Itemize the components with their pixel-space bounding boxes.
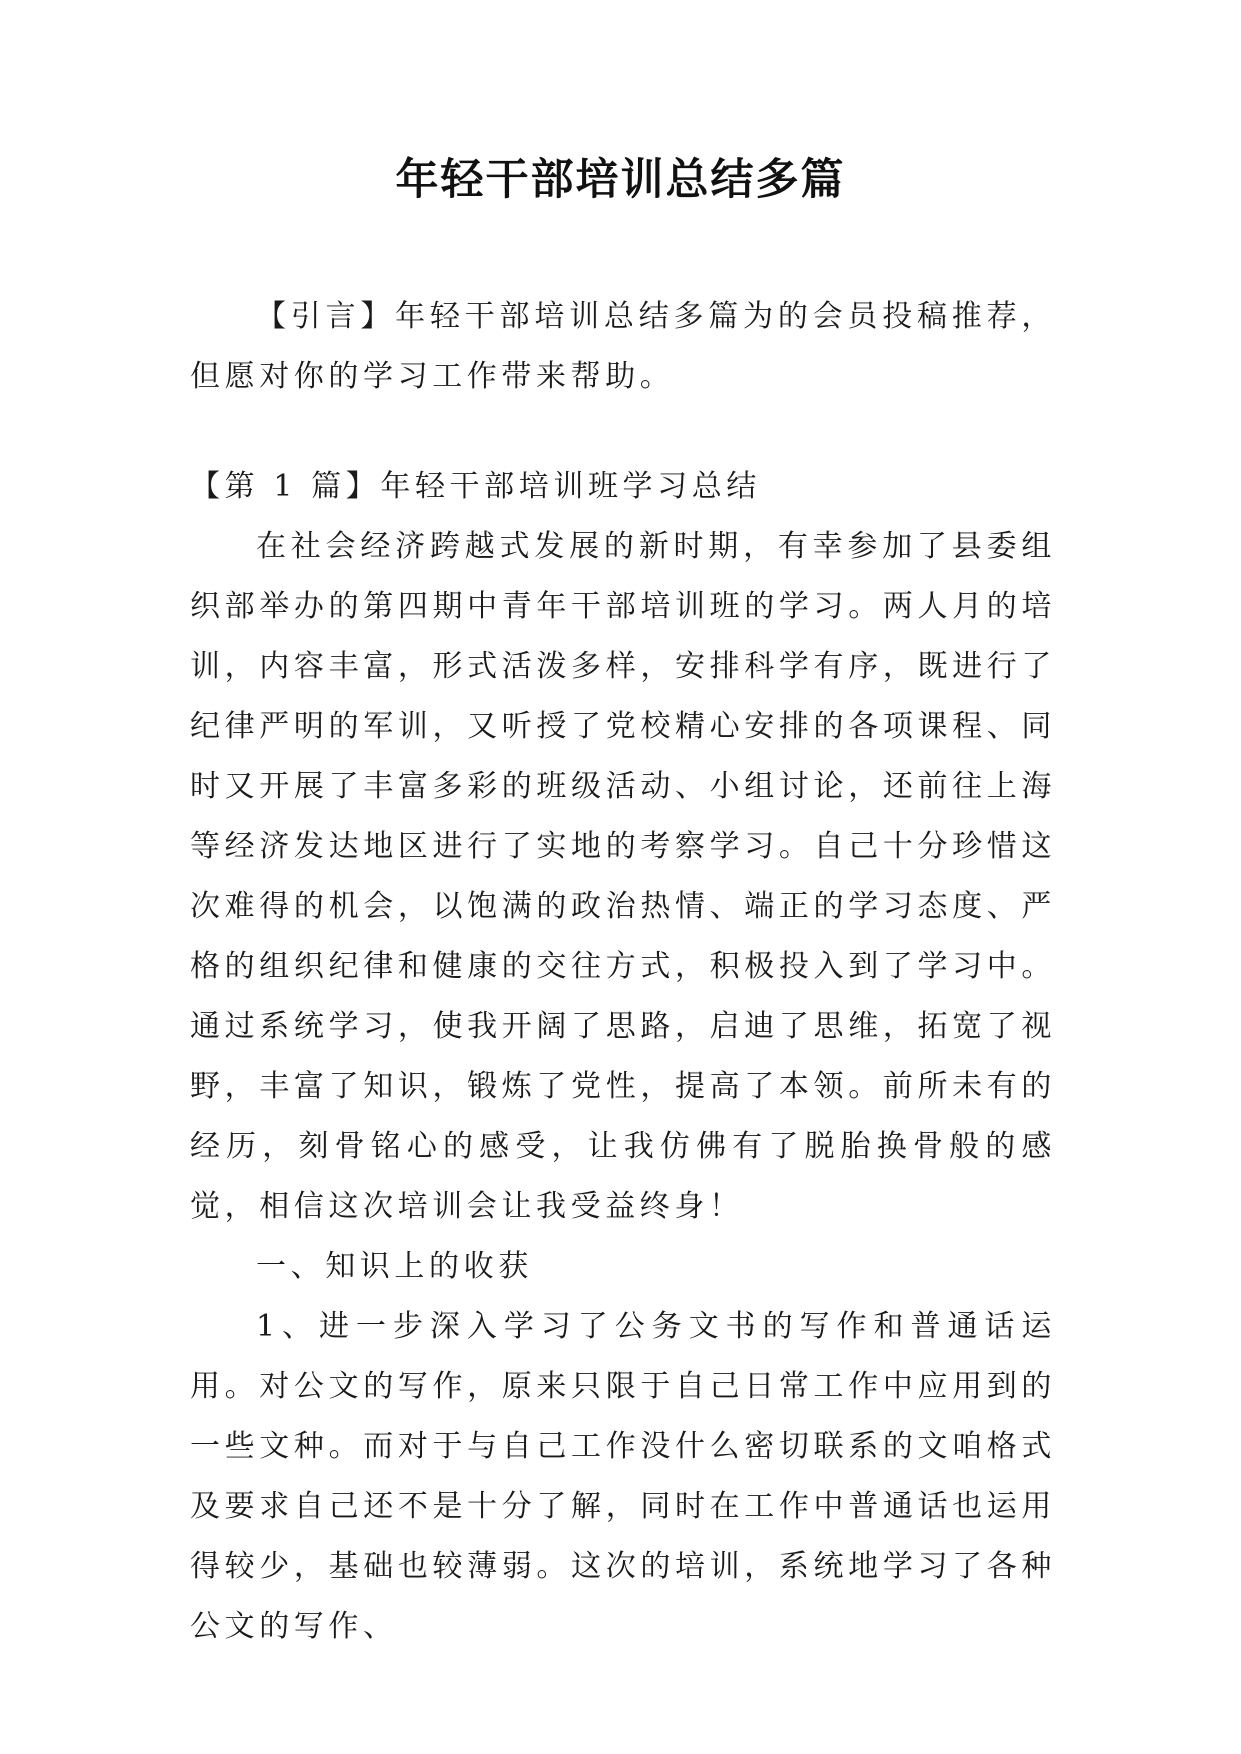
- article-section: [190, 457, 1056, 1657]
- document-title: 年轻干部培训总结多篇: [395, 155, 846, 205]
- article-heading: 【第 1 篇】年轻干部培训班学习总结: [190, 469, 761, 504]
- section-heading: 一、知识上的收获: [256, 1249, 533, 1284]
- article-paragraph: 在社会经济跨越式发展的新时期，有幸参加了县委组织部举办的第四期中青年干部培训班的学习。两人月的培训，内容丰富，形式活泼多样，安排科学有序，既进行了纪律严明的军训，又听授了党校精心安排的各项课程、同时又开展了丰富多彩的班级活动、小组讨论，还前往上海等经济发达地区进行了实地的考察学习。自己十分珍惜这次难得的机会，以饱满的政治热情、端正的学习态度、严格的组织纪律和健康的交往方式，积极投入到了学习中。通过系统学习，使我开阔了思路，启迪了思维，拓宽了视野，丰富了知识，锻炼了党性，提高了本领。前所未有的经历，刻骨铭心的感受，让我仿佛有了脱胎换骨般的感觉，相信这次培训会让我受益终身！: [190, 529, 1056, 1224]
- intro-paragraph: 【引言】年轻干部培训总结多篇为的会员投稿推荐，但愿对你的学习工作带来帮助。: [190, 299, 1056, 394]
- intro-section: [190, 287, 1056, 407]
- article-paragraph: 1、进一步深入学习了公务文书的写作和普通话运用。对公文的写作，原来只限于自己日常工作中应用到的一些文种。而对于与自己工作没什么密切联系的文咱格式及要求自己还不是十分了解，同时在工作中普通话也运用得较少，基础也较薄弱。这次的培训，系统地学习了各种公文的写作、: [190, 1309, 1056, 1644]
